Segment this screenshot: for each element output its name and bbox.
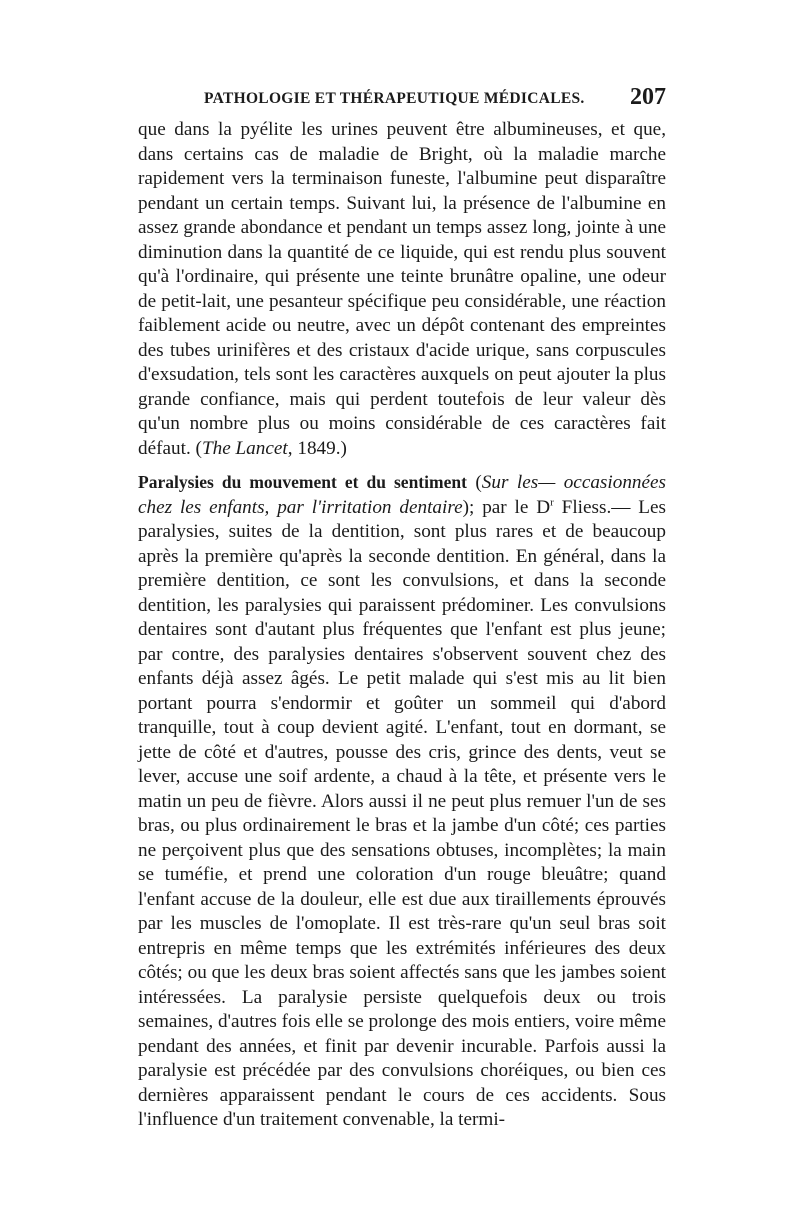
paragraph-paralysies-text: Fliess.— Les paralysies, suites de la dentition, sont plus rares et de beaucoup après la première qu'après la seconde dentition. En général, dans la première dentition, ce sont les convulsions, et dans la seconde dentition, les paralysies qui paraissent prédominer. Les convulsions dentaires sont d'autant plus fréquentes que l'enfant est plus jeune; par contre, des paralysies dentaires s'observent souvent chez des enfants déjà assez âgés. Le petit malade qui s'est mis au lit bien portant pourra s'endormir et goûter un sommeil qui d'abord tranquille, tout à coup devient agité. L'enfant, tout en dormant, se jette de côté et d'autres, pousse des cris, grince des dents, veut se lever, accuse une soif ardente, a chaud à la tête, et présente vers le matin un peu de fièvre. Alors aussi il ne peut plus remuer l'un de ses bras, ou plus ordinairement le bras et la jambe d'un côté; ces parties ne perçoivent plus que des sensations obtuses, incomplètes; la main se tuméfie, et prend une coloration d'un rouge bleuâtre; quand l'enfant accuse de la douleur, elle est due aux tiraillements éprouvés par les muscles de l'omoplate. Il est très-rare qu'un seul bras soit entrepris en même temps que les extrémités inférieures des deux côtés; ou que les deux bras soient affectés sans que les jambes soient intéressées. La paralysie persiste quelquefois deux ou trois semaines, d'autres fois elle se prolonge des mois entiers, voire même pendant des années, et finit par devenir incurable. Parfois aussi la paralysie est précédée par des convulsions choréiques, ou bien ces dernières apparaissent pendant le cours de ces accidents. Sous l'influence d'un traitement convenable, la termi-: [138, 496, 666, 1130]
section-lead-in: Paralysies du mouvement et du sentiment: [138, 472, 467, 492]
section-subtitle: Sur les— occasionnées chez les enfants, par l'irritation dentaire: [138, 472, 667, 518]
doctor-abbrev: D: [536, 496, 551, 518]
doctor-superscript: r: [550, 496, 554, 509]
citation-year: , 1849.): [287, 437, 347, 459]
running-header: [138, 84, 666, 118]
paragraph-paralysies: [138, 470, 666, 1133]
paragraph-albuminuria: [138, 118, 666, 461]
running-title: PATHOLOGIE ET THÉRAPEUTIQUE MÉDICALES.: [204, 90, 585, 107]
page-number: 207: [630, 84, 666, 110]
citation-journal: The Lancet: [201, 437, 288, 459]
subtitle-open: (: [466, 472, 482, 493]
book-page: [138, 84, 667, 1133]
subtitle-close: ); par le: [462, 496, 537, 518]
paragraph-albuminuria-text: que dans la pyélite les urines peuvent être albumineuses, et que, dans certains cas de maladie de Bright, où la maladie marche rapidement vers la terminaison funeste, l'albumine peut disparaître pendant un certain temps. Suivant lui, la présence de l'albumine en assez grande abondance et pendant un temps assez long, jointe à une diminution dans la quantité de ce liquide, qui est rendu plus souvent qu'à l'ordinaire, qui présente une teinte brunâtre opaline, une odeur de petit-lait, une pesanteur spécifique peu considérable, une réaction faiblement acide ou neutre, avec un dépôt contenant des empreintes des tubes urinifères et des cristaux d'acide urique, sans corpuscules d'exsudation, tels sont les caractères auxquels on peut ajouter la plus grande confiance, mais qui perdent toutefois de leur valeur dès qu'un nombre plus ou moins considérable de ces caractères fait défaut. (: [138, 119, 666, 459]
